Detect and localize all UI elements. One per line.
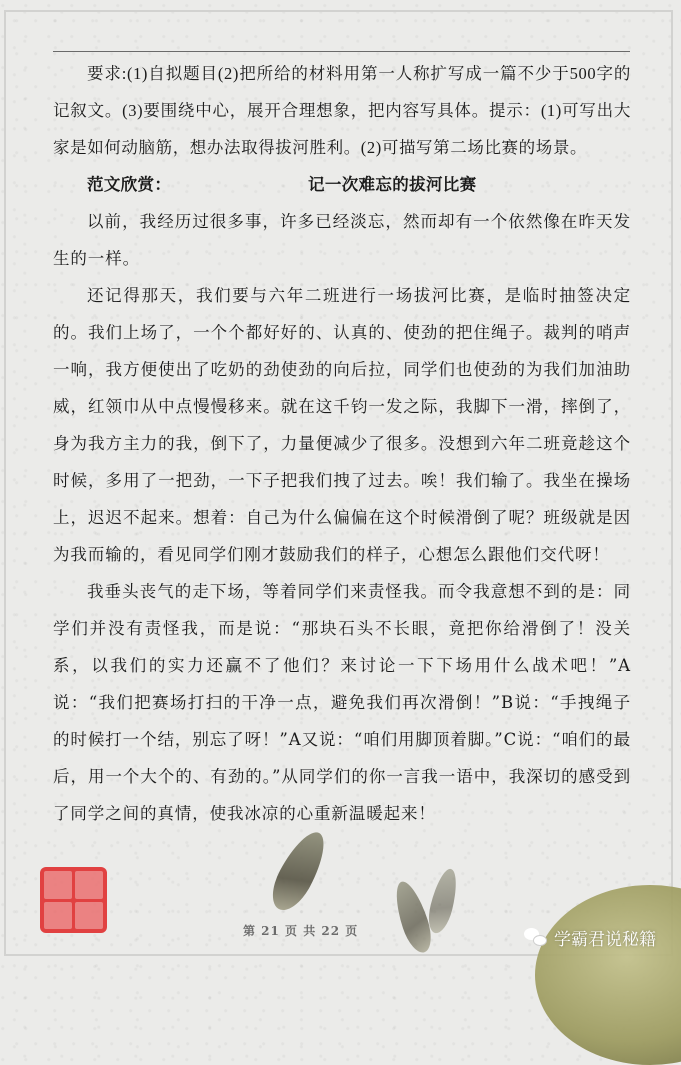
page-number: 第 21 页 共 22 页	[243, 924, 359, 938]
watermark	[524, 925, 656, 950]
model-essay-label: 范文欣赏：	[87, 175, 172, 194]
essay-paragraph-1: 以前，我经历过很多事，许多已经淡忘，然而却有一个依然像在昨天发生的一样。	[53, 212, 631, 268]
essay-heading	[53, 166, 631, 203]
document-content	[53, 55, 631, 832]
watermark-text: 学霸君说秘籍	[554, 930, 656, 950]
essay-title: 记一次难忘的拔河比赛	[308, 175, 477, 194]
red-seal-stamp	[40, 867, 107, 933]
wechat-icon	[524, 928, 548, 948]
essay-paragraph-2: 还记得那天，我们要与六年二班进行一场拔河比赛，是临时抽签决定的。我们上场了，一个个都好好的、认真的、使劲的把住绳子。裁判的哨声一响，我方便使出了吃奶的劲使劲的向后拉，同学们也使劲的为我们加油助威，红领巾从中点慢慢移来。就在这千钧一发之际，我脚下一滑，摔倒了，身为我方主力的我，倒下了，力量便减少了很多。没想到六年二班竟趁这个时候，多用了一把劲，一下子把我们拽了过去。唉！我们输了。我坐在操场上，迟迟不起来。想着：自己为什么偏偏在这个时候滑倒了呢？班级就是因为我而输的，看见同学们刚才鼓励我们的样子，心想怎么跟他们交代呀！	[53, 286, 631, 564]
essay-paragraph-3: 我垂头丧气的走下场，等着同学们来责怪我。而令我意想不到的是：同学们并没有责怪我，而是说：“那块石头不长眼，竟把你给滑倒了！没关系，以我们的实力还赢不了他们？来讨论一下下场用什么战术吧！”A说：“我们把赛场打扫的干净一点，避免我们再次滑倒！”B说：“手拽绳子的时候打一个结，别忘了呀！”A又说：“咱们用脚顶着脚。”C说：“咱们的最后，用一个大个的、有劲的。”从同学们的你一言我一语中，我深切的感受到了同学之间的真情，使我冰凉的心重新温暖起来！	[53, 582, 631, 823]
header-rule	[53, 51, 630, 52]
requirements-paragraph: 要求:(1)自拟题目(2)把所给的材料用第一人称扩写成一篇不少于500字的记叙文。(3)要围绕中心，展开合理想象，把内容写具体。提示：(1)可写出大家是如何动脑筋，想办法取得拔河胜利。(2)可描写第二场比赛的场景。	[53, 64, 631, 157]
